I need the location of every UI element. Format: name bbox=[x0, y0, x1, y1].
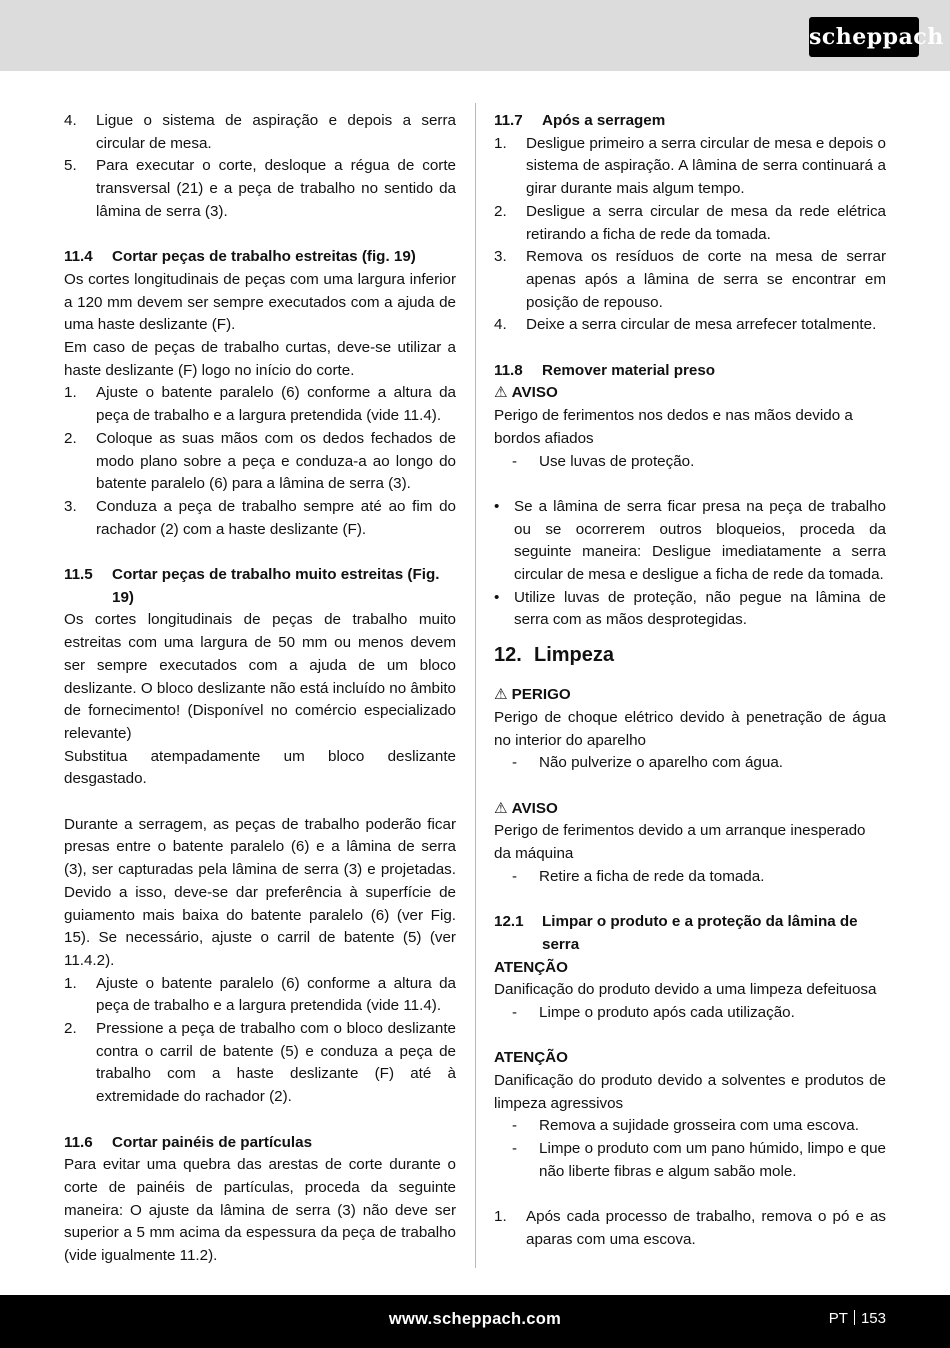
warning-label: ⚠ AVISO bbox=[494, 798, 886, 821]
list-item: 2. Coloque as suas mãos com os dedos fechados de modo plano sobre a peça e conduza-a ao longo do batente paralelo (6) para a lâmina de serra (3). bbox=[64, 429, 456, 493]
page-footer bbox=[0, 1295, 950, 1348]
paragraph: Danificação do produto devido a solventes e produtos de limpeza agressivos bbox=[494, 1072, 886, 1112]
paragraph: Perigo de choque elétrico devido à penetração de água no interior do aparelho bbox=[494, 708, 886, 749]
left-column bbox=[64, 110, 456, 1268]
list-item: 4. Deixe a serra circular de mesa arrefecer totalmente. bbox=[494, 316, 877, 334]
paragraph: Danificação do produto devido a uma limpeza defeituosa bbox=[494, 981, 877, 999]
bullet-item: • Se a lâmina de serra ficar presa na peça de trabalho ou se ocorrerem outros bloqueios, proceda da seguinte maneira: Desligue imediatamente a serra circular de mesa e desligue a ficha de rede da tomada. bbox=[494, 497, 886, 584]
list-item: 1. Ajuste o batente paralelo (6) conforme a altura da peça de trabalho e a largura pretendida (vide 11.4). bbox=[64, 974, 456, 1015]
attention-label: ATENÇÃO bbox=[494, 958, 568, 976]
paragraph: Perigo de ferimentos devido a um arranque inesperado da máquina bbox=[494, 822, 866, 863]
list-item: 5. Para executar o corte, desloque a régua de corte transversal (21) e a peça de trabalho no sentido da lâmina de serra (3). bbox=[64, 157, 456, 220]
dash-item: - Use luvas de proteção. bbox=[512, 452, 695, 470]
column-divider bbox=[475, 103, 476, 1268]
paragraph: Em caso de peças de trabalho curtas, deve-se utilizar a haste deslizante (F) logo no início do corte. bbox=[64, 339, 456, 379]
page-header bbox=[0, 0, 950, 71]
section-heading-11-7: 11.7 Após a serragem bbox=[494, 112, 666, 129]
scheppach-logo: scheppach bbox=[809, 17, 919, 57]
list-item: 3. Conduza a peça de trabalho sempre até ao fim do rachador (2) com a haste deslizante (F). bbox=[64, 497, 456, 538]
warning-label: ⚠ AVISO bbox=[494, 382, 886, 405]
page-number: PT 153 bbox=[828, 1310, 886, 1327]
paragraph: Os cortes longitudinais de peças de trabalho muito estreitas com uma largura de 50 mm ou menos devem ser sempre executados com a ajuda de um bloco deslizante. O bloco deslizante não está incluído no âmbito de fornecimento! (Disponível no comércio especializado relevante) bbox=[64, 611, 456, 742]
paragraph: Para evitar uma quebra das arestas de corte durante o corte de painéis de partículas, proceda da seguinte maneira: O ajuste da lâmina de serra (3) não deve ser superior a 5 mm acima da espessura da peça de trabalho (vide igualmente 11.2). bbox=[64, 1156, 456, 1265]
paragraph: Substitua atempadamente um bloco deslizante desgastado. bbox=[64, 747, 456, 788]
dash-item: - Limpe o produto com um pano húmido, limpo e que não liberte fibras e algum sabão mole. bbox=[512, 1140, 886, 1180]
paragraph: Durante a serragem, as peças de trabalho poderão ficar presas entre o batente paralelo (6) e a lâmina de serra (3), ser capturadas pela lâmina de serra (3) e projetadas. Devido a isso, deve-se dar preferência à superfície de guiamento mais baixa do batente paralelo (6) (ver Fig. 15). Se necessário, ajuste o carril de batente (5) (ver 11.4.2). bbox=[64, 815, 456, 969]
dash-item: - Remova a sujidade grosseira com uma escova. bbox=[512, 1117, 859, 1135]
paragraph: Perigo de ferimentos nos dedos e nas mãos devido a bordos afiados bbox=[494, 407, 853, 447]
bullet-item: • Utilize luvas de proteção, não pegue na lâmina de serra com as mãos desprotegidas. bbox=[494, 588, 886, 629]
section-heading-11-8: 11.8 Remover material preso bbox=[494, 361, 716, 379]
section-heading-11-6: 11.6 Cortar painéis de partículas bbox=[64, 1133, 313, 1151]
list-item: 2. Desligue a serra circular de mesa da rede elétrica retirando a ficha de rede da tomada. bbox=[494, 202, 886, 243]
attention-label: ATENÇÃO bbox=[494, 1049, 568, 1067]
section-heading-11-4: 11.4 Cortar peças de trabalho estreitas (fig. 19) bbox=[64, 248, 416, 266]
paragraph: Os cortes longitudinais de peças com uma largura inferior a 120 mm devem ser sempre executados com a ajuda de uma haste deslizante (F). bbox=[64, 270, 456, 334]
danger-label: ⚠ PERIGO bbox=[494, 684, 886, 707]
warning-triangle-icon: ⚠ bbox=[494, 686, 508, 704]
dash-item: - Não pulverize o aparelho com água. bbox=[512, 754, 783, 772]
website-link[interactable]: www.scheppach.com bbox=[388, 1310, 562, 1328]
right-column bbox=[494, 110, 886, 1252]
dash-item: - Limpe o produto após cada utilização. bbox=[512, 1003, 795, 1021]
warning-triangle-icon: ⚠ bbox=[494, 384, 508, 402]
list-item: 1. Após cada processo de trabalho, remova o pó e as aparas com uma escova. bbox=[494, 1208, 886, 1248]
list-item: 1. Ajuste o batente paralelo (6) conforme a altura da peça de trabalho e a largura pretendida (vide 11.4). bbox=[64, 384, 456, 425]
dash-item: - Retire a ficha de rede da tomada. bbox=[512, 867, 765, 885]
list-item: 2. Pressione a peça de trabalho com o bloco deslizante contra o carril de batente (5) e conduza a peça de trabalho com a haste deslizante (F) até à extremidade do rachador (2). bbox=[64, 1020, 456, 1106]
list-item: 3. Remova os resíduos de corte na mesa de serrar apenas após a lâmina de serra se encontrar em posição de repouso. bbox=[494, 248, 886, 311]
list-item: 4. Ligue o sistema de aspiração e depois a serra circular de mesa. bbox=[64, 112, 456, 152]
section-heading-12-1: 12.1 Limpar o produto e a proteção da lâmina de serra bbox=[494, 913, 858, 953]
section-heading-11-5: 11.5 Cortar peças de trabalho muito estreitas (Fig. 19) bbox=[64, 566, 440, 606]
list-item: 1. Desligue primeiro a serra circular de mesa e depois o sistema de aspiração. A lâmina de serra continuará a girar durante mais algum tempo. bbox=[494, 134, 886, 198]
warning-triangle-icon: ⚠ bbox=[494, 799, 508, 817]
chapter-heading-12: 12. Limpeza bbox=[494, 644, 615, 667]
